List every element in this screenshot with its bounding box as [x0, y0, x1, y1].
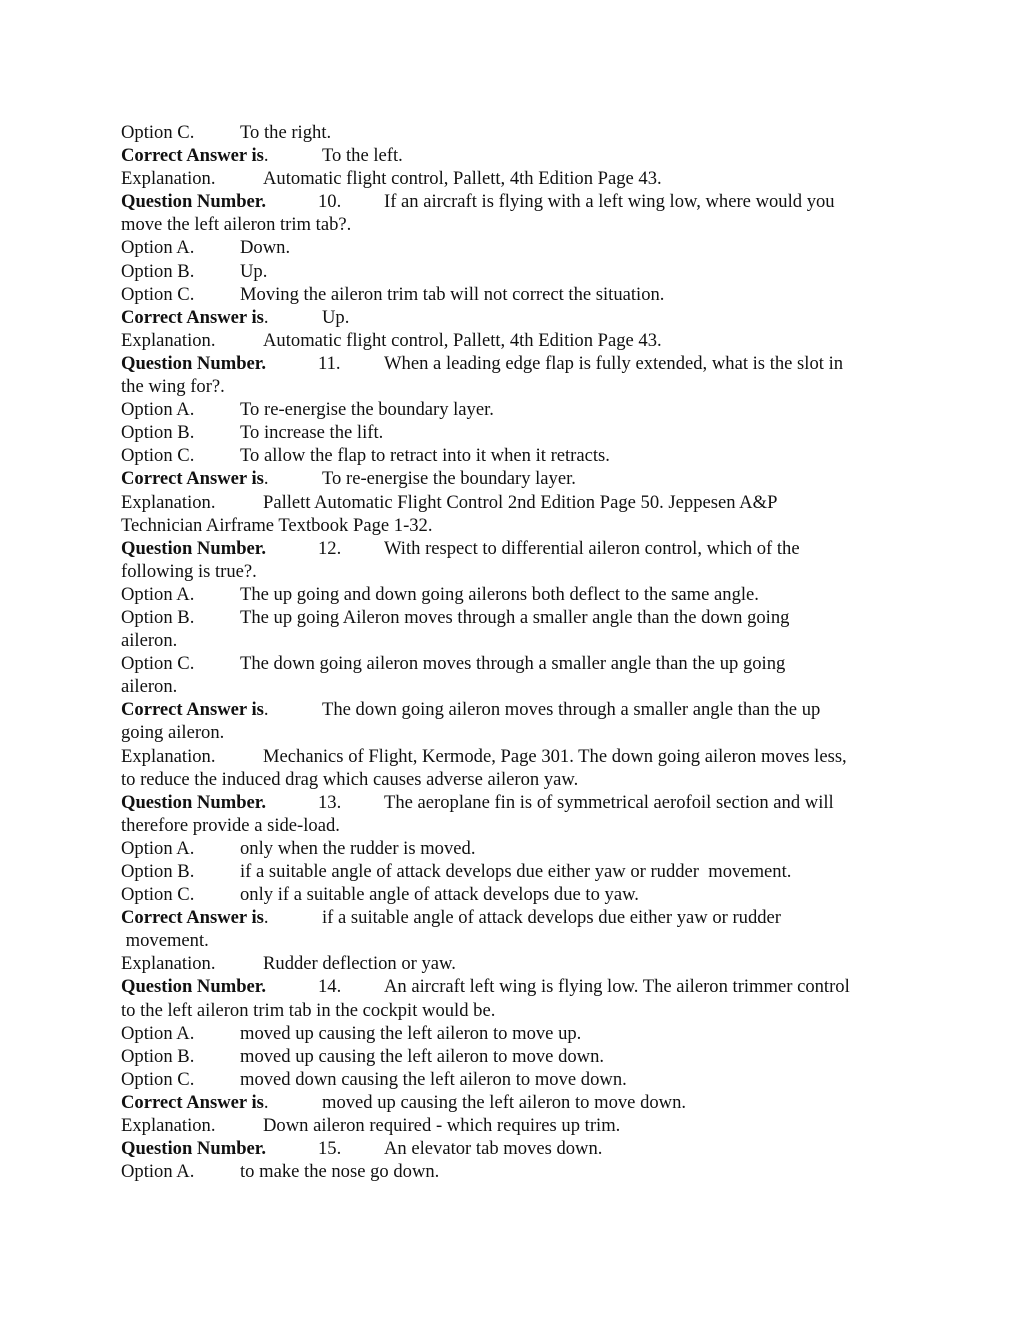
- continuation-text: Technician Airframe Textbook Page 1-32.: [121, 514, 433, 536]
- continuation-text: to the left aileron trim tab in the cockpit would be.: [121, 999, 496, 1021]
- correct-answer-label: [121, 467, 322, 490]
- question-heading: Question Number.: [121, 537, 266, 559]
- option-text: moved up causing the left aileron to move down.: [240, 1045, 605, 1067]
- explanation-text: Automatic flight control, Pallett, 4th Edition Page 43.: [263, 168, 662, 190]
- correct-answer-dot: .: [263, 145, 269, 167]
- continuation-line: [121, 999, 911, 1022]
- continuation-text: therefore provide a side-load.: [121, 814, 340, 836]
- continuation-text: movement.: [121, 930, 209, 952]
- option-line: [121, 583, 911, 606]
- question-heading: Question Number.: [121, 191, 266, 213]
- option-text: if a suitable angle of attack develops due either yaw or rudder movement.: [240, 861, 792, 882]
- option-label: Option A.: [121, 583, 195, 605]
- option-label: Option B.: [121, 861, 195, 882]
- option-line: [121, 398, 911, 421]
- correct-answer-text: To the left.: [322, 145, 403, 167]
- continuation-text: to reduce the induced drag which causes adverse aileron yaw.: [121, 768, 579, 790]
- option-label: Option A.: [121, 837, 195, 859]
- option-text: Up.: [240, 260, 268, 282]
- question-number: 15.: [318, 1138, 342, 1160]
- question-heading: Question Number.: [121, 352, 266, 374]
- question-text: With respect to differential aileron control, which of the: [384, 537, 800, 559]
- question-heading: Question Number.: [121, 791, 266, 813]
- option-line: [121, 283, 911, 306]
- option-label: Option A.: [121, 1161, 195, 1183]
- question-number: 14.: [318, 976, 342, 998]
- question-line: [121, 1137, 911, 1160]
- explanation-line: [121, 491, 911, 514]
- correct-answer-dot: .: [263, 699, 269, 721]
- question-label-group: [121, 537, 384, 560]
- option-line: [121, 860, 911, 883]
- correct-answer-line: [121, 467, 911, 490]
- explanation-label: Explanation.: [121, 745, 216, 767]
- option-label: Option A.: [121, 237, 195, 259]
- continuation-text: following is true?.: [121, 560, 257, 582]
- explanation-text: Automatic flight control, Pallett, 4th Edition Page 43.: [263, 329, 662, 351]
- correct-answer-line: [121, 1091, 911, 1114]
- question-heading: Question Number.: [121, 976, 266, 998]
- option-line: [121, 236, 911, 259]
- question-line: [121, 975, 911, 998]
- correct-answer-line: [121, 306, 911, 329]
- explanation-line: [121, 952, 911, 975]
- option-line: [121, 421, 911, 444]
- continuation-line: [121, 814, 911, 837]
- correct-answer-heading: Correct Answer is: [121, 306, 264, 328]
- option-line: [121, 260, 911, 283]
- explanation-line: [121, 1114, 911, 1137]
- question-line: [121, 791, 911, 814]
- question-label-group: [121, 1137, 384, 1160]
- correct-answer-dot: .: [263, 907, 269, 929]
- correct-answer-text: Up.: [322, 306, 350, 328]
- continuation-text: move the left aileron trim tab?.: [121, 214, 352, 236]
- option-text: moved up causing the left aileron to move up.: [240, 1022, 582, 1044]
- option-label: Option C.: [121, 283, 195, 305]
- option-label: Option B.: [121, 1045, 195, 1067]
- correct-answer-text: The down going aileron moves through a smaller angle than the up: [322, 699, 821, 721]
- explanation-label: Explanation.: [121, 329, 216, 351]
- correct-answer-heading: Correct Answer is: [121, 907, 264, 929]
- option-text: Moving the aileron trim tab will not correct the situation.: [240, 283, 665, 305]
- option-line: [121, 1022, 911, 1045]
- correct-answer-text: if a suitable angle of attack develops due either yaw or rudder: [322, 907, 781, 929]
- question-label-group: [121, 975, 384, 998]
- option-text: To allow the flap to retract into it when it retracts.: [240, 445, 610, 467]
- option-text: to make the nose go down.: [240, 1161, 440, 1183]
- option-line: [121, 1068, 911, 1091]
- question-label-group: [121, 190, 384, 213]
- continuation-line: [121, 560, 911, 583]
- question-text: The aeroplane fin is of symmetrical aerofoil section and will: [384, 791, 834, 813]
- explanation-line: [121, 167, 911, 190]
- option-line: [121, 652, 911, 675]
- option-label: Option B.: [121, 422, 195, 444]
- option-line: [121, 837, 911, 860]
- option-line: [121, 606, 911, 629]
- correct-answer-dot: .: [263, 1091, 269, 1113]
- continuation-line: [121, 213, 911, 236]
- correct-answer-heading: Correct Answer is: [121, 1091, 264, 1113]
- explanation-text: Rudder deflection or yaw.: [263, 953, 456, 975]
- question-label-group: [121, 791, 384, 814]
- option-line: [121, 444, 911, 467]
- continuation-line: [121, 721, 911, 744]
- explanation-line: [121, 745, 911, 768]
- option-text: The up going and down going ailerons both deflect to the same angle.: [240, 583, 759, 605]
- correct-answer-dot: .: [263, 306, 269, 328]
- continuation-line: [121, 375, 911, 398]
- option-text: moved down causing the left aileron to move down.: [240, 1068, 627, 1090]
- option-text: The down going aileron moves through a smaller angle than the up going: [240, 653, 786, 675]
- explanation-label: Explanation.: [121, 953, 216, 975]
- option-line: [121, 1160, 911, 1183]
- option-label: Option C.: [121, 884, 195, 906]
- question-heading: Question Number.: [121, 1138, 266, 1160]
- continuation-line: [121, 514, 911, 537]
- explanation-text: Down aileron required - which requires up trim.: [263, 1115, 621, 1137]
- continuation-text: going aileron.: [121, 722, 225, 744]
- option-text: Down.: [240, 237, 291, 259]
- correct-answer-line: [121, 906, 911, 929]
- explanation-text: Pallett Automatic Flight Control 2nd Edition Page 50. Jeppesen A&P: [263, 491, 778, 513]
- option-text: The up going Aileron moves through a smaller angle than the down going: [240, 606, 790, 628]
- continuation-line: [121, 629, 911, 652]
- question-number: 12.: [318, 537, 342, 559]
- explanation-text: Mechanics of Flight, Kermode, Page 301. The down going aileron moves less,: [263, 745, 847, 767]
- option-label: Option A.: [121, 399, 195, 421]
- continuation-text: the wing for?.: [121, 376, 225, 398]
- document-page: [121, 121, 911, 1183]
- option-label: Option C.: [121, 445, 195, 467]
- question-number: 11.: [318, 352, 341, 374]
- correct-answer-heading: Correct Answer is: [121, 699, 264, 721]
- question-text: If an aircraft is flying with a left wing low, where would you: [384, 191, 835, 213]
- question-number: 10.: [318, 191, 342, 213]
- option-line: [121, 1045, 911, 1068]
- question-label-group: [121, 352, 384, 375]
- correct-answer-label: [121, 306, 322, 329]
- option-label: Option A.: [121, 1022, 195, 1044]
- explanation-line: [121, 329, 911, 352]
- continuation-line: [121, 768, 911, 791]
- correct-answer-heading: Correct Answer is: [121, 145, 264, 167]
- question-number: 13.: [318, 791, 342, 813]
- continuation-text: aileron.: [121, 630, 178, 652]
- option-text: To increase the lift.: [240, 422, 384, 444]
- correct-answer-label: [121, 144, 322, 167]
- question-text: An elevator tab moves down.: [384, 1138, 603, 1160]
- continuation-text: aileron.: [121, 676, 178, 698]
- explanation-label: Explanation.: [121, 168, 216, 190]
- correct-answer-line: [121, 698, 911, 721]
- correct-answer-heading: Correct Answer is: [121, 468, 264, 490]
- correct-answer-text: To re-energise the boundary layer.: [322, 468, 576, 490]
- correct-answer-label: [121, 906, 322, 929]
- question-text: When a leading edge flap is fully extended, what is the slot in: [384, 352, 844, 374]
- option-text: only if a suitable angle of attack develops due to yaw.: [240, 884, 639, 906]
- continuation-line: [121, 929, 911, 952]
- continuation-line: [121, 675, 911, 698]
- option-text: only when the rudder is moved.: [240, 837, 476, 859]
- option-label: Option C.: [121, 122, 195, 143]
- correct-answer-line: [121, 144, 911, 167]
- question-text: An aircraft left wing is flying low. The aileron trimmer control: [384, 976, 850, 998]
- option-text: To the right.: [240, 122, 332, 143]
- correct-answer-dot: .: [263, 468, 269, 490]
- option-line: [121, 883, 911, 906]
- correct-answer-label: [121, 1091, 322, 1114]
- question-line: [121, 537, 911, 560]
- option-label: Option C.: [121, 1068, 195, 1090]
- question-line: [121, 190, 911, 213]
- explanation-label: Explanation.: [121, 1115, 216, 1137]
- question-line: [121, 352, 911, 375]
- correct-answer-label: [121, 698, 322, 721]
- correct-answer-text: moved up causing the left aileron to move down.: [322, 1091, 687, 1113]
- option-line: [121, 121, 911, 144]
- option-text: To re-energise the boundary layer.: [240, 399, 494, 421]
- option-label: Option B.: [121, 260, 195, 282]
- option-label: Option C.: [121, 653, 195, 675]
- option-label: Option B.: [121, 606, 195, 628]
- explanation-label: Explanation.: [121, 491, 216, 513]
